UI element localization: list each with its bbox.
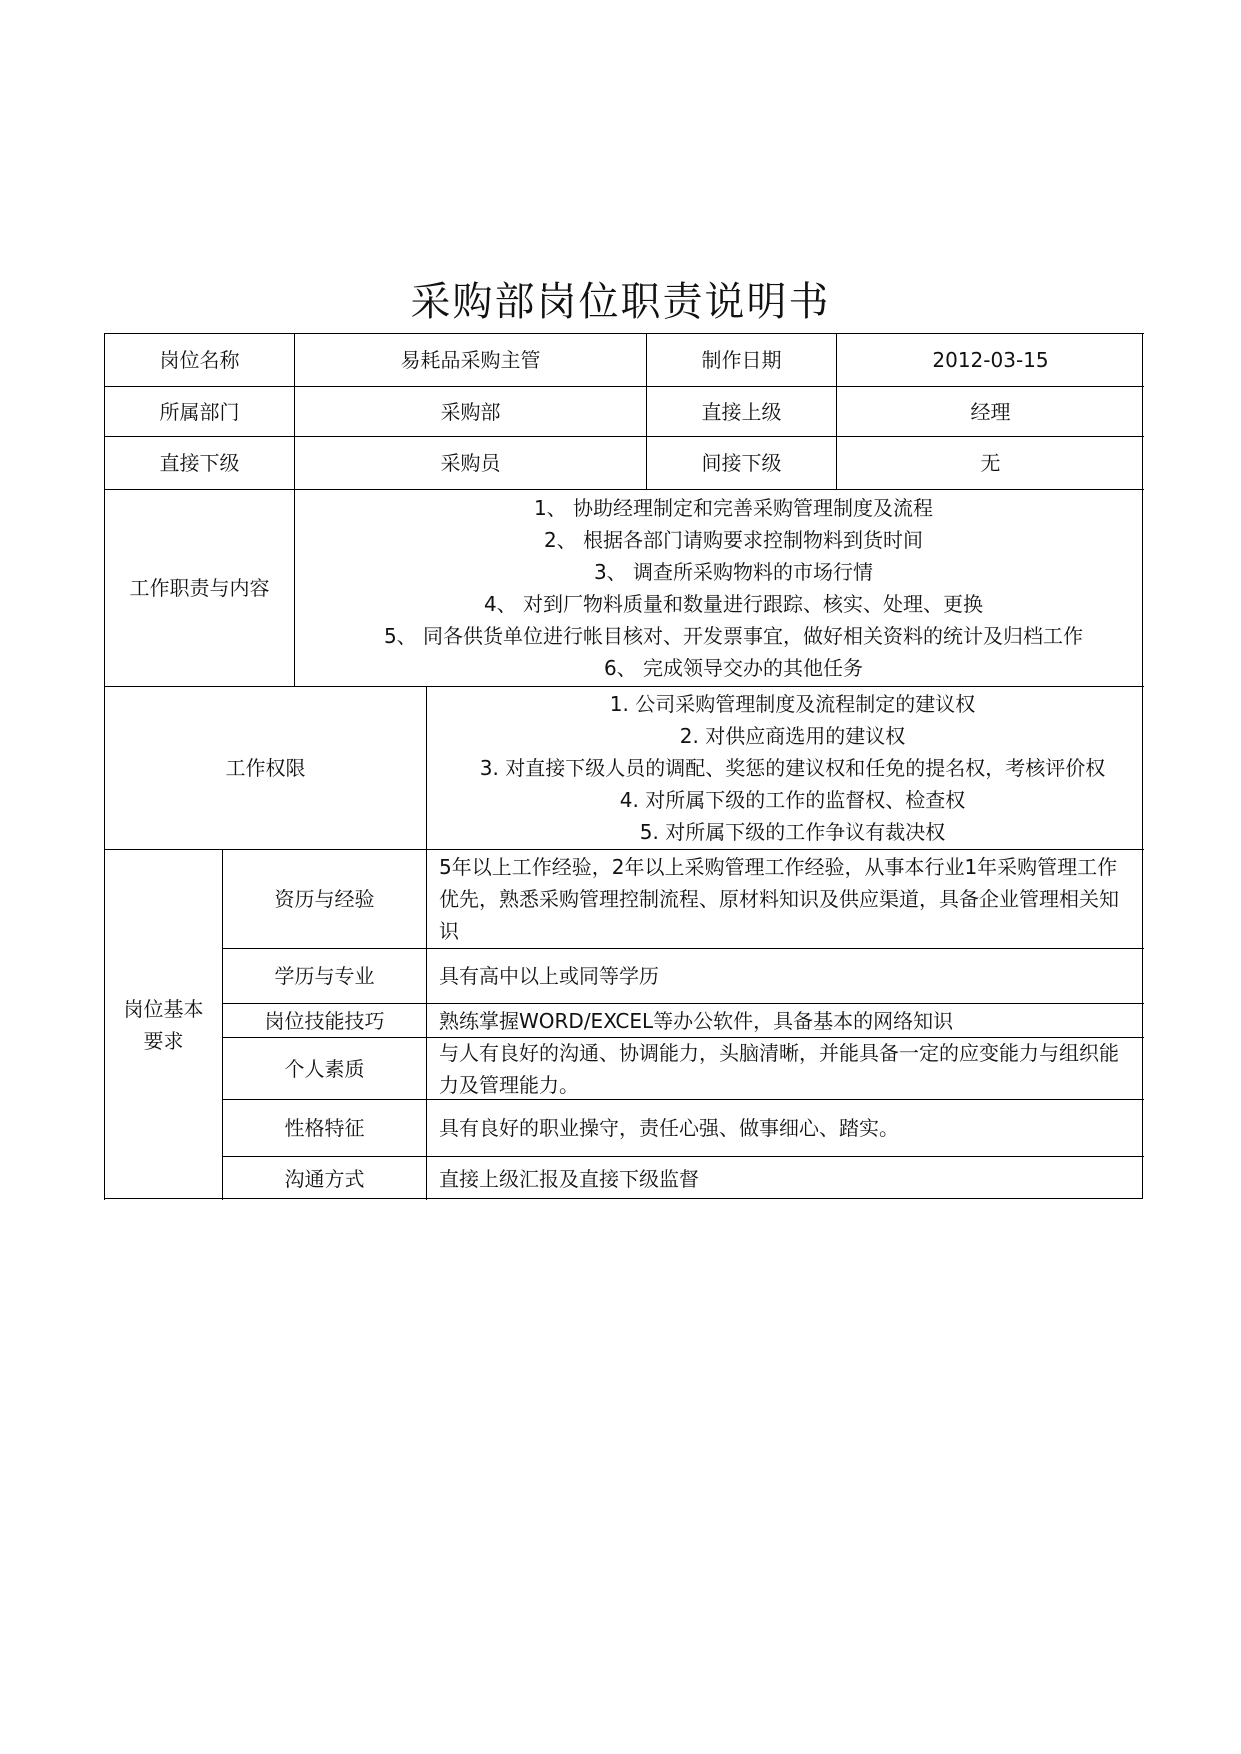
- list-item: 5、 同各供货单位进行帐目核对、开发票事宜，做好相关资料的统计及归档工作: [383, 624, 1084, 648]
- requirements-label-line2: 要求: [143, 1029, 184, 1053]
- list-item: 1. 公司采购管理制度及流程制定的建议权: [609, 692, 976, 716]
- list-item: 5. 对所属下级的工作争议有裁决权: [639, 820, 946, 844]
- requirements-label-line1: 岗位基本: [123, 997, 204, 1021]
- experience-value: 5年以上工作经验，2年以上采购管理工作经验，从事本行业1年采购管理工作优先，熟悉采购管理控制流程、原材料知识及供应渠道，具备企业管理相关知识: [426, 849, 1144, 948]
- authority-label: 工作权限: [104, 686, 426, 849]
- skills-label: 岗位技能技巧: [222, 1003, 426, 1037]
- list-item: 4、 对到厂物料质量和数量进行跟踪、核实、处理、更换: [483, 592, 984, 616]
- requirements-label: [104, 849, 222, 1200]
- list-item: 2. 对供应商选用的建议权: [679, 724, 906, 748]
- superior-value: 经理: [836, 386, 1144, 436]
- communication-label: 沟通方式: [222, 1156, 426, 1200]
- personality-value: 具有良好的职业操守，责任心强、做事细心、踏实。: [426, 1099, 1144, 1156]
- authority-list: [426, 686, 1144, 849]
- communication-value: 直接上级汇报及直接下级监督: [426, 1156, 1144, 1200]
- position-name-value: 易耗品采购主管: [294, 333, 646, 386]
- personality-label: 性格特征: [222, 1099, 426, 1156]
- education-value: 具有高中以上或同等学历: [426, 948, 1144, 1003]
- responsibility-table: [104, 333, 1143, 1199]
- superior-label: 直接上级: [646, 386, 836, 436]
- position-name-label: 岗位名称: [104, 333, 294, 386]
- personal-quality-label: 个人素质: [222, 1037, 426, 1099]
- list-item: 3. 对直接下级人员的调配、奖惩的建议权和任免的提名权，考核评价权: [479, 756, 1106, 780]
- department-label: 所属部门: [104, 386, 294, 436]
- made-date-value: 2012-03-15: [836, 333, 1144, 386]
- personal-quality-value: 与人有良好的沟通、协调能力，头脑清晰，并能具备一定的应变能力与组织能力及管理能力。: [426, 1037, 1144, 1099]
- document-title: 采购部岗位职责说明书: [410, 279, 831, 325]
- skills-value: 熟练掌握WORD/EXCEL等办公软件，具备基本的网络知识: [426, 1003, 1144, 1037]
- duties-list: [294, 489, 1144, 686]
- subordinate-value: 采购员: [294, 436, 646, 489]
- subordinate-label: 直接下级: [104, 436, 294, 489]
- list-item: 2、 根据各部门请购要求控制物料到货时间: [543, 528, 924, 552]
- list-item: 4. 对所属下级的工作的监督权、检查权: [619, 788, 966, 812]
- duties-label: 工作职责与内容: [104, 489, 294, 686]
- list-item: 3、 调查所采购物料的市场行情: [593, 560, 874, 584]
- made-date-label: 制作日期: [646, 333, 836, 386]
- indirect-subordinate-label: 间接下级: [646, 436, 836, 489]
- education-label: 学历与专业: [222, 948, 426, 1003]
- department-value: 采购部: [294, 386, 646, 436]
- list-item: 1、 协助经理制定和完善采购管理制度及流程: [533, 496, 934, 520]
- list-item: 6、 完成领导交办的其他任务: [603, 656, 864, 680]
- experience-label: 资历与经验: [222, 849, 426, 948]
- indirect-subordinate-value: 无: [836, 436, 1144, 489]
